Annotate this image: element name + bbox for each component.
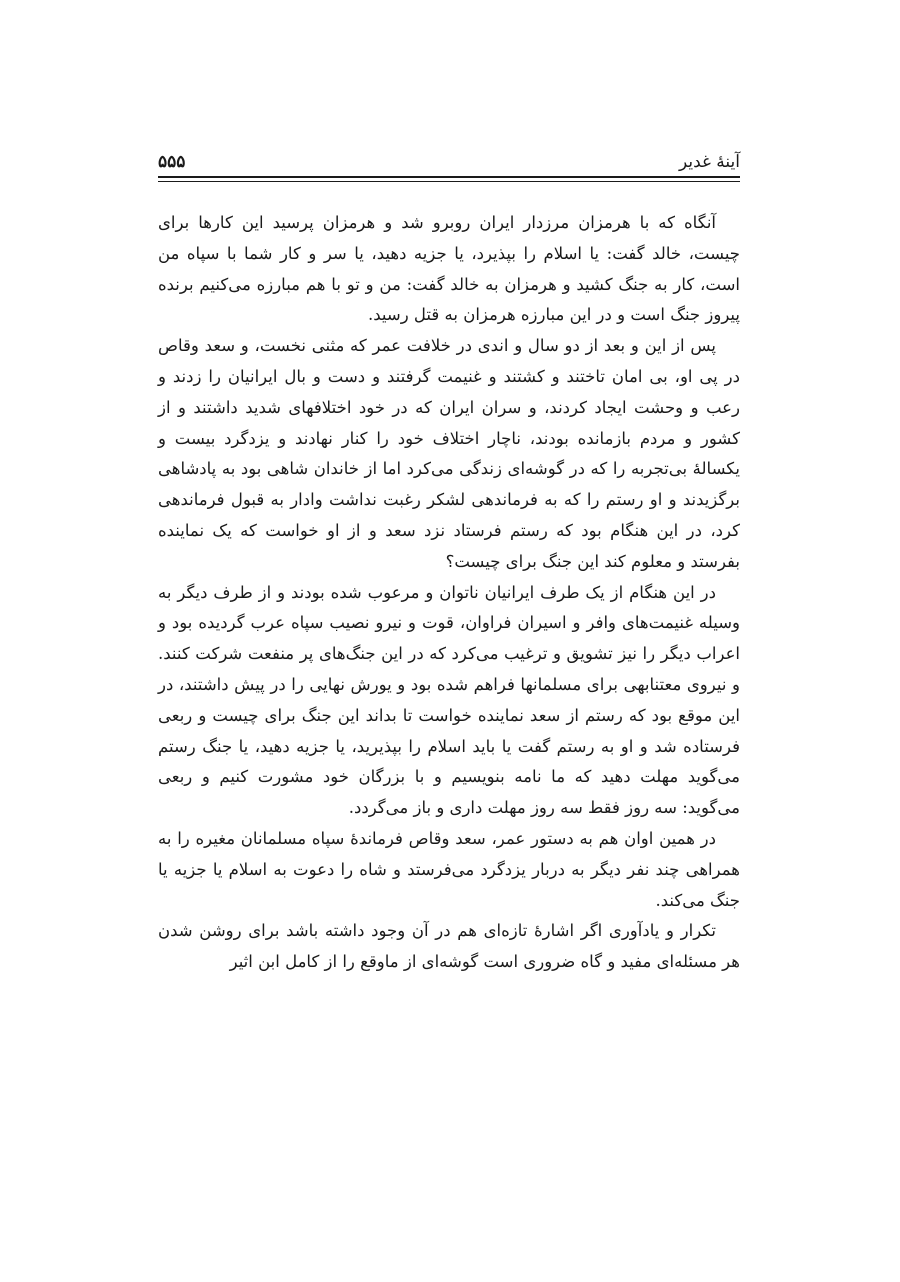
paragraph-1: آنگاه که با هرمزان مرزدار ایران روبرو شد و هرمزان پرسید این کارها برای چیست، خالد گفت: یا اسلام را بپذیرد، یا جزیه دهید، یا سر و کار شما با سپاه من است، کار به جنگ کشید و هرمزان به خالد گفت: من و تو با هم مبارزه می‌کنیم برنده پیروز جنگ است و در این مبارزه هرمزان به قتل رسید. [158,213,740,325]
running-header [158,150,740,174]
header-rule-thick [158,176,740,178]
body-text [158,208,740,978]
paragraph-5: تکرار و یادآوری اگر اشارهٔ تازه‌ای هم در آن وجود داشته باشد برای روشن شدن هر مسئله‌ای مفید و گاه ضروری است گوشه‌ای از ماوقع را از کامل ابن اثیر [158,921,740,972]
paragraph-2: پس از این و بعد از دو سال و اندی در خلافت عمر که مثنی نخست، و سعد وقاص در پی او، بی امان تاختند و کشتند و غنیمت گرفتند و دست و بال ایرانیان را زدند و رعب و وحشت ایجاد کردند، و سران ایران که در خود اختلافهای شدید داشتند و از کشور و مردم بازمانده بودند، ناچار اختلاف خود را کنار نهادند و یزدگرد بیست و یکسالهٔ بی‌تجربه را که در گوشه‌ای زندگی می‌کرد اما از خاندان شاهی بود به پادشاهی برگزیدند و او رستم را که به فرماندهی لشکر رغبت نداشت وادار به قبول فرماندهی کرد، در این هنگام بود که رستم فرستاد نزد سعد و از او خواست که یک نماینده بفرستد و معلوم کند این جنگ برای چیست؟ [158,336,740,571]
paragraph-3: در این هنگام از یک طرف ایرانیان ناتوان و مرعوب شده بودند و از طرف دیگر به وسیله غنیمت‌های وافر و اسیران فراوان، قوت و نیرو نصیب سپاه عرب گردیده بود و اعراب دیگر را نیز تشویق و ترغیب می‌کرد که در این جنگ‌های پر منفعت شرکت کنند. و نیروی معتنابهی برای مسلمانها فراهم شده بود و یورش نهایی را در پیش داشتند، در این موقع بود که رستم از سعد نماینده خواست تا بداند این جنگ برای چیست و ربعی فرستاده شد و او به رستم گفت یا باید اسلام را بپذیرید، یا جزیه دهید، یا جنگ رستم می‌گوید مهلت دهید که ما نامه بنویسیم و با بزرگان خود مشورت کنیم و ربعی می‌گوید: سه روز فقط سه روز مهلت داری و باز می‌گردد. [158,582,740,818]
header-rule-thin [158,181,740,182]
running-header-title: آینهٔ غدیر [678,152,740,172]
page-number: ۵۵۵ [158,152,186,172]
paragraph-4: در همین اوان هم به دستور عمر، سعد وقاص فرماندهٔ سپاه مسلمانان مغیره را به همراهی چند نفر دیگر به دربار یزدگرد می‌فرستد و شاه را دعوت به اسلام یا جزیه یا جنگ می‌کند. [158,828,740,910]
